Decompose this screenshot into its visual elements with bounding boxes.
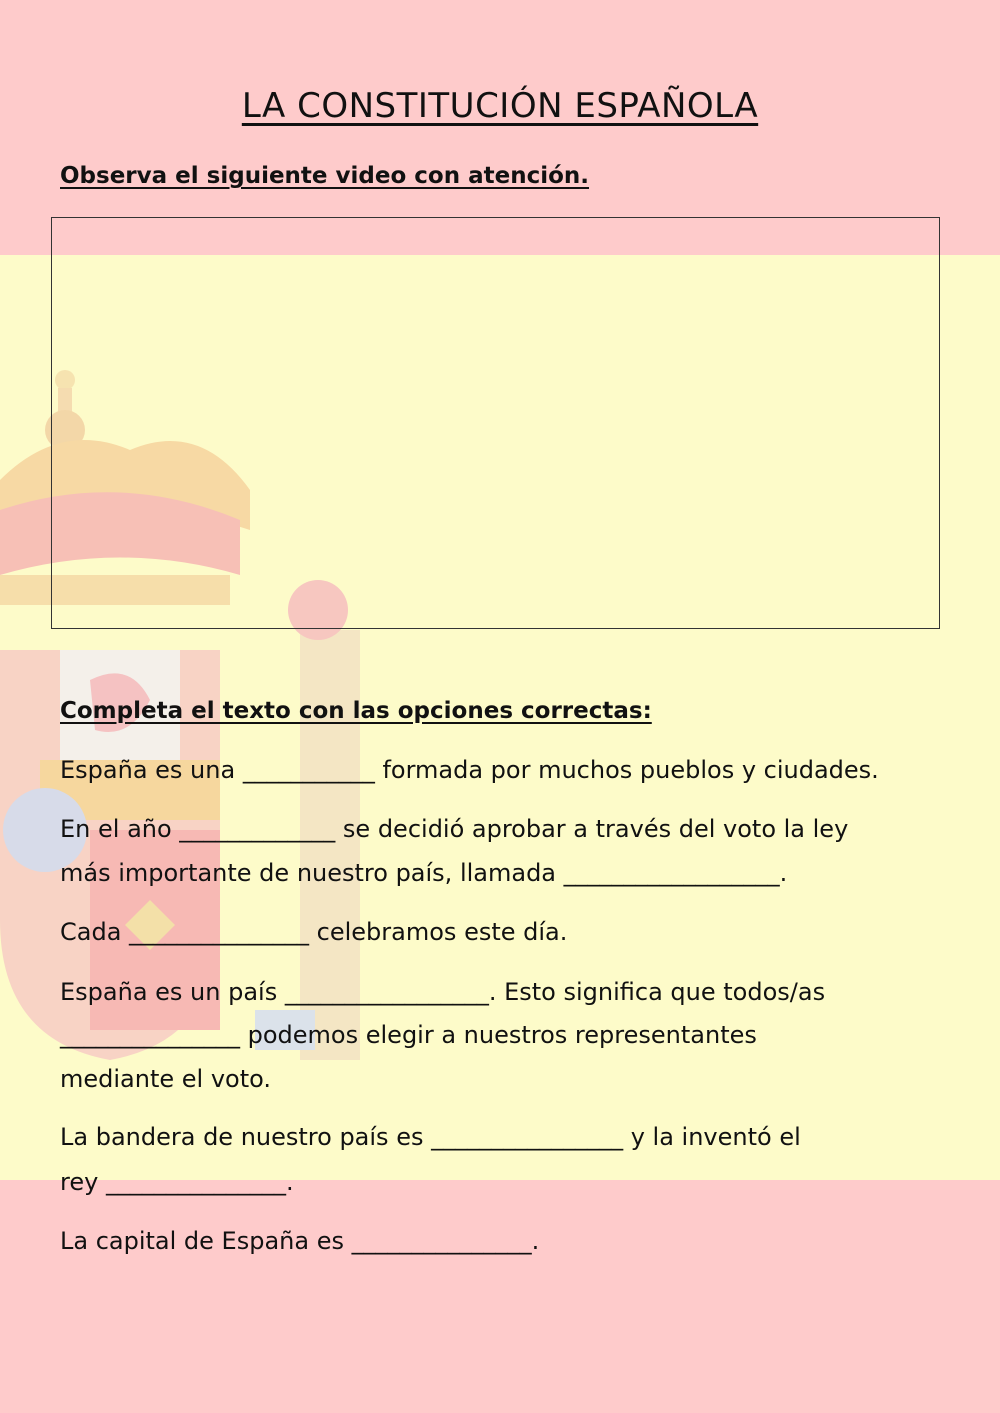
exercise-line-5: España es un país _________________. Esto significa que todos/as (60, 978, 826, 1006)
exercise-line-7: mediante el voto. (60, 1065, 272, 1093)
exercise-line-4: Cada _______________ celebramos este día. (60, 918, 568, 946)
exercise-line-10: La capital de España es _______________. (60, 1227, 540, 1255)
exercise-line-6: _______________ podemos elegir a nuestros representantes (60, 1021, 757, 1049)
page-title: LA CONSTITUCIÓN ESPAÑOLA (241, 86, 759, 126)
complete-instruction: Completa el texto con las opciones correctas: (60, 698, 652, 724)
flag-band-bottom (0, 1180, 1000, 1413)
exercise-line-3: más importante de nuestro país, llamada __________________. (60, 859, 788, 887)
video-instruction: Observa el siguiente video con atención. (60, 163, 590, 189)
exercise-line-2: En el año _____________ se decidió aprobar a través del voto la ley (60, 815, 849, 843)
video-embed-area[interactable] (51, 217, 940, 629)
exercise-line-9: rey _______________. (60, 1168, 294, 1196)
exercise-line-8: La bandera de nuestro país es ________________ y la inventó el (60, 1123, 801, 1151)
exercise-line-1: España es una ___________ formada por muchos pueblos y ciudades. (60, 756, 879, 784)
